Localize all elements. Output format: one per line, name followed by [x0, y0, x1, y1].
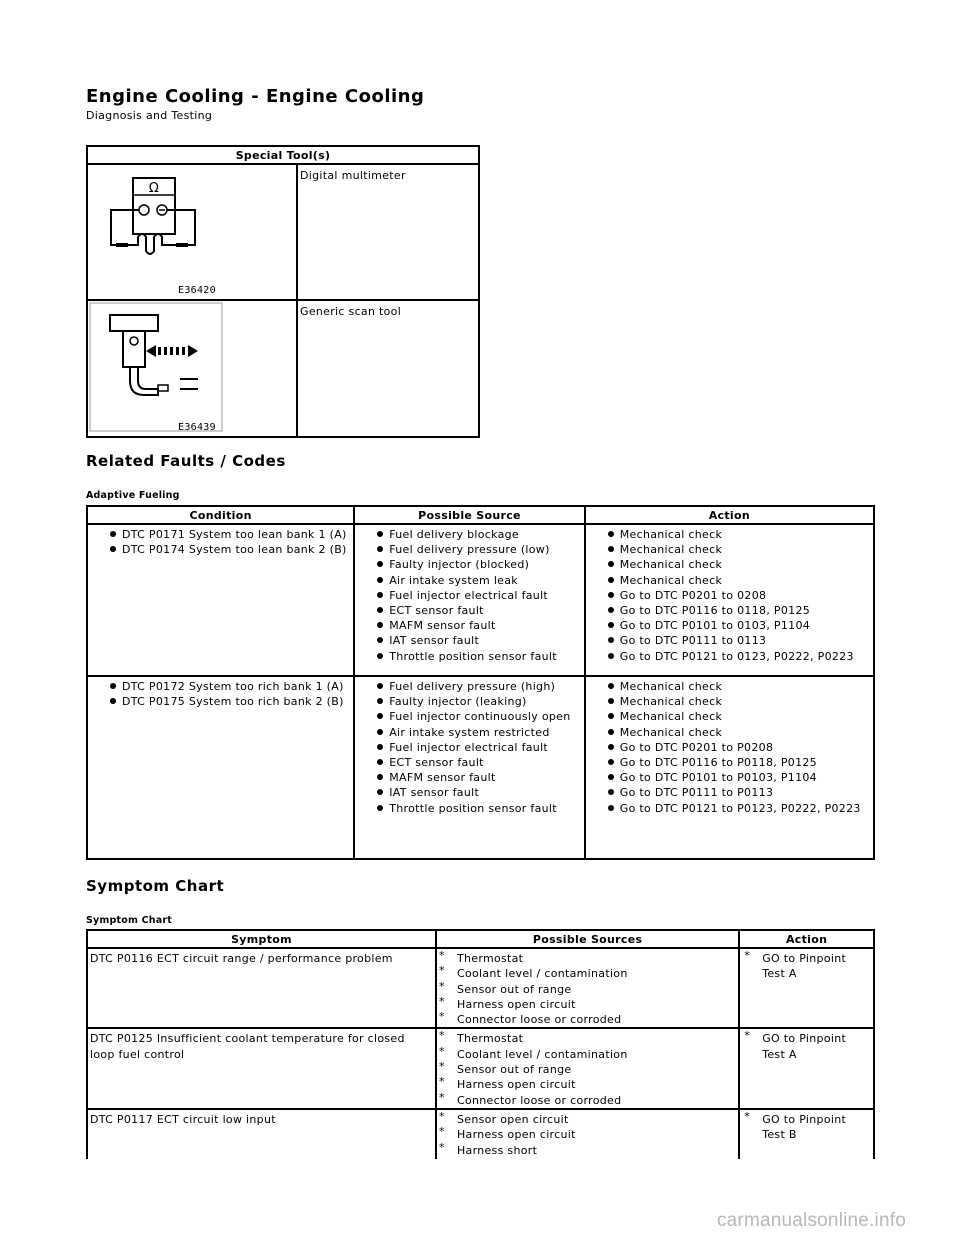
- list-item: * Thermostat: [439, 1031, 736, 1046]
- list-item: Fuel injector electrical fault: [377, 588, 578, 603]
- list-item: Faulty injector (leaking): [377, 694, 578, 709]
- condition-cell: [87, 676, 354, 859]
- tool-row: [87, 164, 479, 300]
- list-item: * Coolant level / contamination: [439, 966, 736, 981]
- list-item: DTC P0172 System too rich bank 1 (A): [110, 679, 347, 694]
- page-subtitle: Diagnosis and Testing: [86, 109, 213, 122]
- source-cell: [354, 524, 585, 676]
- list-item: DTC P0171 System too lean bank 1 (A): [110, 527, 347, 542]
- list-item: MAFM sensor fault: [377, 618, 578, 633]
- related-faults-heading: Related Faults / Codes: [86, 452, 286, 470]
- list-item: Fuel delivery pressure (low): [377, 542, 578, 557]
- special-tools-heading: Special Tool(s): [87, 146, 479, 164]
- pinpoint-test-link[interactable]: * GO to Pinpoint Test A: [742, 1031, 871, 1062]
- list-item: * Harness open circuit: [439, 1127, 736, 1142]
- list-item: Throttle position sensor fault: [377, 649, 578, 664]
- symptom-cell: DTC P0116 ECT circuit range / performance problem: [87, 948, 436, 1028]
- list-item: Mechanical check: [608, 573, 867, 588]
- list-item: Go to DTC P0111 to P0113: [608, 785, 867, 800]
- tool-image-cell: [87, 164, 297, 300]
- list-item: * Coolant level / contamination: [439, 1047, 736, 1062]
- list-item: ECT sensor fault: [377, 603, 578, 618]
- action-cell: [739, 948, 874, 1028]
- page-title: Engine Cooling - Engine Cooling: [86, 86, 425, 107]
- column-header: Symptom: [87, 930, 436, 948]
- tool-figure-label: E36439: [178, 422, 216, 433]
- list-item: Go to DTC P0111 to 0113: [608, 633, 867, 648]
- list-item: Go to DTC P0121 to 0123, P0222, P0223: [608, 649, 867, 664]
- list-item: Mechanical check: [608, 694, 867, 709]
- list-item: Go to DTC P0101 to 0103, P1104: [608, 618, 867, 633]
- list-item: Mechanical check: [608, 557, 867, 572]
- list-item: * Harness short: [439, 1143, 736, 1158]
- column-header: Condition: [87, 506, 354, 524]
- list-item: Mechanical check: [608, 527, 867, 542]
- pinpoint-test-link[interactable]: * GO to Pinpoint Test A: [742, 951, 871, 982]
- column-header: Action: [585, 506, 874, 524]
- scan-tool-icon: [88, 301, 296, 436]
- list-item: Go to DTC P0121 to P0123, P0222, P0223: [608, 801, 867, 816]
- list-item: * Sensor out of range: [439, 982, 736, 997]
- adaptive-fueling-table: [86, 505, 875, 860]
- action-cell: [585, 676, 874, 859]
- table-row: [87, 948, 874, 1028]
- list-item: * Harness open circuit: [439, 1077, 736, 1092]
- list-item: Go to DTC P0101 to P0103, P1104: [608, 770, 867, 785]
- symptom-chart-table: [86, 929, 875, 1159]
- list-item: * Sensor out of range: [439, 1062, 736, 1077]
- multimeter-icon: [88, 165, 296, 299]
- symptom-cell: DTC P0125 Insufficient coolant temperature for closed loop fuel control: [87, 1028, 436, 1108]
- list-item: Mechanical check: [608, 725, 867, 740]
- list-item: Air intake system leak: [377, 573, 578, 588]
- adaptive-fueling-caption: Adaptive Fueling: [86, 490, 180, 501]
- list-item: * Connector loose or corroded: [439, 1093, 736, 1108]
- source-cell: [436, 948, 739, 1028]
- list-item: IAT sensor fault: [377, 785, 578, 800]
- condition-cell: [87, 524, 354, 676]
- symptom-chart-heading: Symptom Chart: [86, 877, 225, 895]
- svg-text:Ω: Ω: [148, 181, 160, 196]
- column-header: Action: [739, 930, 874, 948]
- list-item: IAT sensor fault: [377, 633, 578, 648]
- table-row: [87, 524, 874, 676]
- list-item: Fuel injector electrical fault: [377, 740, 578, 755]
- tool-description: Digital multimeter: [297, 164, 479, 300]
- source-cell: [436, 1109, 739, 1159]
- list-item: * Thermostat: [439, 951, 736, 966]
- list-item: * Connector loose or corroded: [439, 1012, 736, 1027]
- list-item: * Harness open circuit: [439, 997, 736, 1012]
- list-item: ECT sensor fault: [377, 755, 578, 770]
- symptom-cell: DTC P0117 ECT circuit low input: [87, 1109, 436, 1159]
- table-row: [87, 1109, 874, 1159]
- action-cell: [739, 1109, 874, 1159]
- list-item: * Sensor open circuit: [439, 1112, 736, 1127]
- list-item: Fuel delivery pressure (high): [377, 679, 578, 694]
- list-item: Fuel injector continuously open: [377, 709, 578, 724]
- tool-image-cell: [87, 300, 297, 437]
- list-item: DTC P0174 System too lean bank 2 (B): [110, 542, 347, 557]
- special-tools-table: [86, 145, 480, 438]
- list-item: Mechanical check: [608, 679, 867, 694]
- source-cell: [354, 676, 585, 859]
- list-item: Mechanical check: [608, 542, 867, 557]
- list-item: Throttle position sensor fault: [377, 801, 578, 816]
- list-item: Go to DTC P0116 to 0118, P0125: [608, 603, 867, 618]
- list-item: MAFM sensor fault: [377, 770, 578, 785]
- table-row: [87, 1028, 874, 1108]
- source-cell: [436, 1028, 739, 1108]
- tool-figure-label: E36420: [178, 285, 216, 296]
- list-item: Air intake system restricted: [377, 725, 578, 740]
- list-item: Go to DTC P0201 to P0208: [608, 740, 867, 755]
- list-item: Fuel delivery blockage: [377, 527, 578, 542]
- list-item: Go to DTC P0201 to 0208: [608, 588, 867, 603]
- table-row: [87, 676, 874, 859]
- action-cell: [585, 524, 874, 676]
- list-item: Mechanical check: [608, 709, 867, 724]
- pinpoint-test-link[interactable]: * GO to Pinpoint Test B: [742, 1112, 871, 1143]
- column-header: Possible Sources: [436, 930, 739, 948]
- list-item: DTC P0175 System too rich bank 2 (B): [110, 694, 347, 709]
- tool-description: Generic scan tool: [297, 300, 479, 437]
- action-cell: [739, 1028, 874, 1108]
- column-header: Possible Source: [354, 506, 585, 524]
- tool-row: [87, 300, 479, 437]
- list-item: Faulty injector (blocked): [377, 557, 578, 572]
- symptom-chart-caption: Symptom Chart: [86, 915, 172, 926]
- list-item: Go to DTC P0116 to P0118, P0125: [608, 755, 867, 770]
- watermark: carmanualsonline.info: [716, 1210, 906, 1231]
